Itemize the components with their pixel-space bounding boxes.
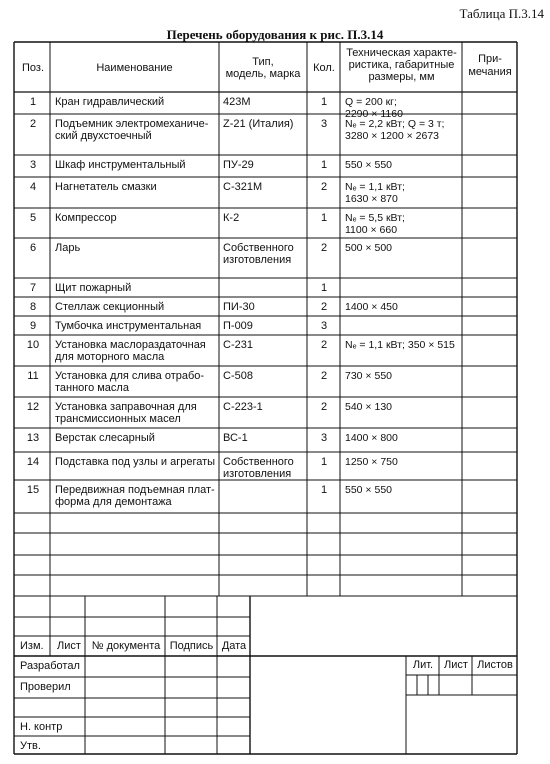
row-type: изготовления bbox=[223, 468, 292, 480]
row-name: трансмиссионных масел bbox=[55, 413, 181, 425]
row-qty: 1 bbox=[320, 282, 328, 294]
row-pos: 15 bbox=[26, 484, 40, 496]
header-type: модель, марка bbox=[225, 68, 301, 80]
row-type: Собственного bbox=[223, 456, 294, 468]
header-notes: При- bbox=[478, 53, 502, 65]
row-name: Подъемник электромеханиче- bbox=[55, 118, 209, 130]
row-pos: 6 bbox=[29, 242, 37, 254]
header-spec: размеры, мм bbox=[368, 71, 435, 83]
header-spec: Техническая характе- bbox=[346, 47, 457, 59]
row-pos: 5 bbox=[29, 212, 37, 224]
row-name: Подставка под узлы и агрегаты bbox=[55, 456, 216, 468]
row-name: ский двухстоечный bbox=[55, 130, 152, 142]
header-pos: Поз. bbox=[22, 62, 44, 74]
row-qty: 2 bbox=[320, 401, 328, 413]
row-name: Стеллаж секционный bbox=[55, 301, 165, 313]
row-name: Кран гидравлический bbox=[55, 96, 165, 108]
row-pos: 3 bbox=[29, 159, 37, 171]
row-type: Z-21 (Италия) bbox=[223, 118, 294, 130]
row-spec: 1400 × 800 bbox=[345, 432, 398, 444]
stamp-approved: Утв. bbox=[20, 740, 41, 752]
row-pos: 7 bbox=[29, 282, 37, 294]
row-type: С-321М bbox=[223, 181, 263, 193]
row-name: Верстак слесарный bbox=[55, 432, 155, 444]
header-name: Наименование bbox=[96, 62, 173, 74]
stamp-doc-no: № документа bbox=[91, 640, 161, 652]
stamp-izm: Изм. bbox=[20, 640, 44, 652]
row-pos: 14 bbox=[26, 456, 40, 468]
stamp-sheet: Лист bbox=[444, 659, 468, 671]
stamp-n-control: Н. контр bbox=[20, 721, 63, 733]
row-type: С-508 bbox=[223, 370, 253, 382]
row-name: Передвижная подъемная плат- bbox=[55, 484, 215, 496]
row-type: ВС-1 bbox=[223, 432, 248, 444]
stamp-date: Дата bbox=[221, 640, 247, 652]
row-spec: Nₑ = 1,1 кВт; bbox=[345, 181, 405, 193]
row-type: Собственного bbox=[223, 242, 294, 254]
row-spec: 1400 × 450 bbox=[345, 301, 398, 313]
stamp-sheets: Листов bbox=[477, 659, 513, 671]
row-type: С-223-1 bbox=[223, 401, 263, 413]
stamp-developed: Разработал bbox=[20, 660, 80, 672]
row-pos: 9 bbox=[29, 320, 37, 332]
row-pos: 2 bbox=[29, 118, 37, 130]
row-qty: 2 bbox=[320, 242, 328, 254]
row-name: танного масла bbox=[55, 382, 129, 394]
row-pos: 10 bbox=[26, 339, 40, 351]
row-name: Установка маслораздаточная bbox=[55, 339, 206, 351]
row-type: С-231 bbox=[223, 339, 253, 351]
row-name: Нагнетатель смазки bbox=[55, 181, 157, 193]
row-spec: 1250 × 750 bbox=[345, 456, 398, 468]
row-spec: Nₑ = 5,5 кВт; bbox=[345, 212, 405, 224]
row-pos: 4 bbox=[29, 181, 37, 193]
row-type: К-2 bbox=[223, 212, 240, 224]
row-name: Компрессор bbox=[55, 212, 117, 224]
page-title: Перечень оборудования к рис. П.3.14 bbox=[166, 27, 384, 42]
row-name: для моторного масла bbox=[55, 351, 165, 363]
row-spec: 500 × 500 bbox=[345, 242, 393, 254]
header-type: Тип, bbox=[252, 56, 274, 68]
row-spec: 3280 × 1200 × 2673 bbox=[345, 130, 440, 142]
row-type: 423М bbox=[223, 96, 251, 108]
row-qty: 3 bbox=[320, 432, 328, 444]
row-qty: 2 bbox=[320, 370, 328, 382]
row-spec: Nₑ = 2,2 кВт; Q = 3 т; bbox=[345, 118, 445, 130]
row-name: Установка заправочная для bbox=[55, 401, 197, 413]
stamp-checked: Проверил bbox=[20, 681, 71, 693]
row-qty: 1 bbox=[320, 484, 328, 496]
row-qty: 2 bbox=[320, 339, 328, 351]
row-spec: 550 × 550 bbox=[345, 484, 393, 496]
row-qty: 2 bbox=[320, 301, 328, 313]
row-spec: 550 × 550 bbox=[345, 159, 393, 171]
row-qty: 1 bbox=[320, 456, 328, 468]
header-spec: ристика, габаритные bbox=[348, 59, 455, 71]
stamp-list: Лист bbox=[57, 640, 81, 652]
row-pos: 13 bbox=[26, 432, 40, 444]
table-number: Таблица П.3.14 bbox=[459, 6, 544, 21]
row-name: Установка для слива отрабо- bbox=[55, 370, 205, 382]
row-type: изготовления bbox=[223, 254, 292, 266]
row-spec: 2290 × 1160 bbox=[345, 108, 403, 120]
row-qty: 1 bbox=[320, 96, 328, 108]
header-qty: Кол. bbox=[313, 62, 335, 74]
row-qty: 3 bbox=[320, 118, 328, 130]
row-type: П-009 bbox=[223, 320, 253, 332]
row-qty: 1 bbox=[320, 159, 328, 171]
row-name: форма для демонтажа bbox=[55, 496, 172, 508]
row-name: Шкаф инструментальный bbox=[55, 159, 186, 171]
row-name: Щит пожарный bbox=[55, 282, 132, 294]
row-qty: 2 bbox=[320, 181, 328, 193]
row-spec: 1630 × 870 bbox=[345, 193, 398, 205]
row-qty: 1 bbox=[320, 212, 328, 224]
row-qty: 3 bbox=[320, 320, 328, 332]
row-type: ПУ-29 bbox=[223, 159, 254, 171]
row-spec: 730 × 550 bbox=[345, 370, 393, 382]
row-name: Ларь bbox=[55, 242, 81, 254]
row-spec: 540 × 130 bbox=[345, 401, 393, 413]
stamp-signature: Подпись bbox=[169, 640, 214, 652]
row-spec: Nₑ = 1,1 кВт; 350 × 515 bbox=[345, 339, 455, 351]
row-type: ПИ-30 bbox=[223, 301, 255, 313]
row-pos: 12 bbox=[26, 401, 40, 413]
row-name: Тумбочка инструментальная bbox=[55, 320, 202, 332]
stamp-lit: Лит. bbox=[412, 659, 434, 671]
row-spec: 1100 × 660 bbox=[345, 224, 398, 236]
row-pos: 8 bbox=[29, 301, 37, 313]
row-pos: 1 bbox=[29, 96, 37, 108]
header-notes: мечания bbox=[468, 66, 512, 78]
row-pos: 11 bbox=[27, 370, 39, 382]
row-spec: Q = 200 кг; bbox=[345, 96, 397, 108]
